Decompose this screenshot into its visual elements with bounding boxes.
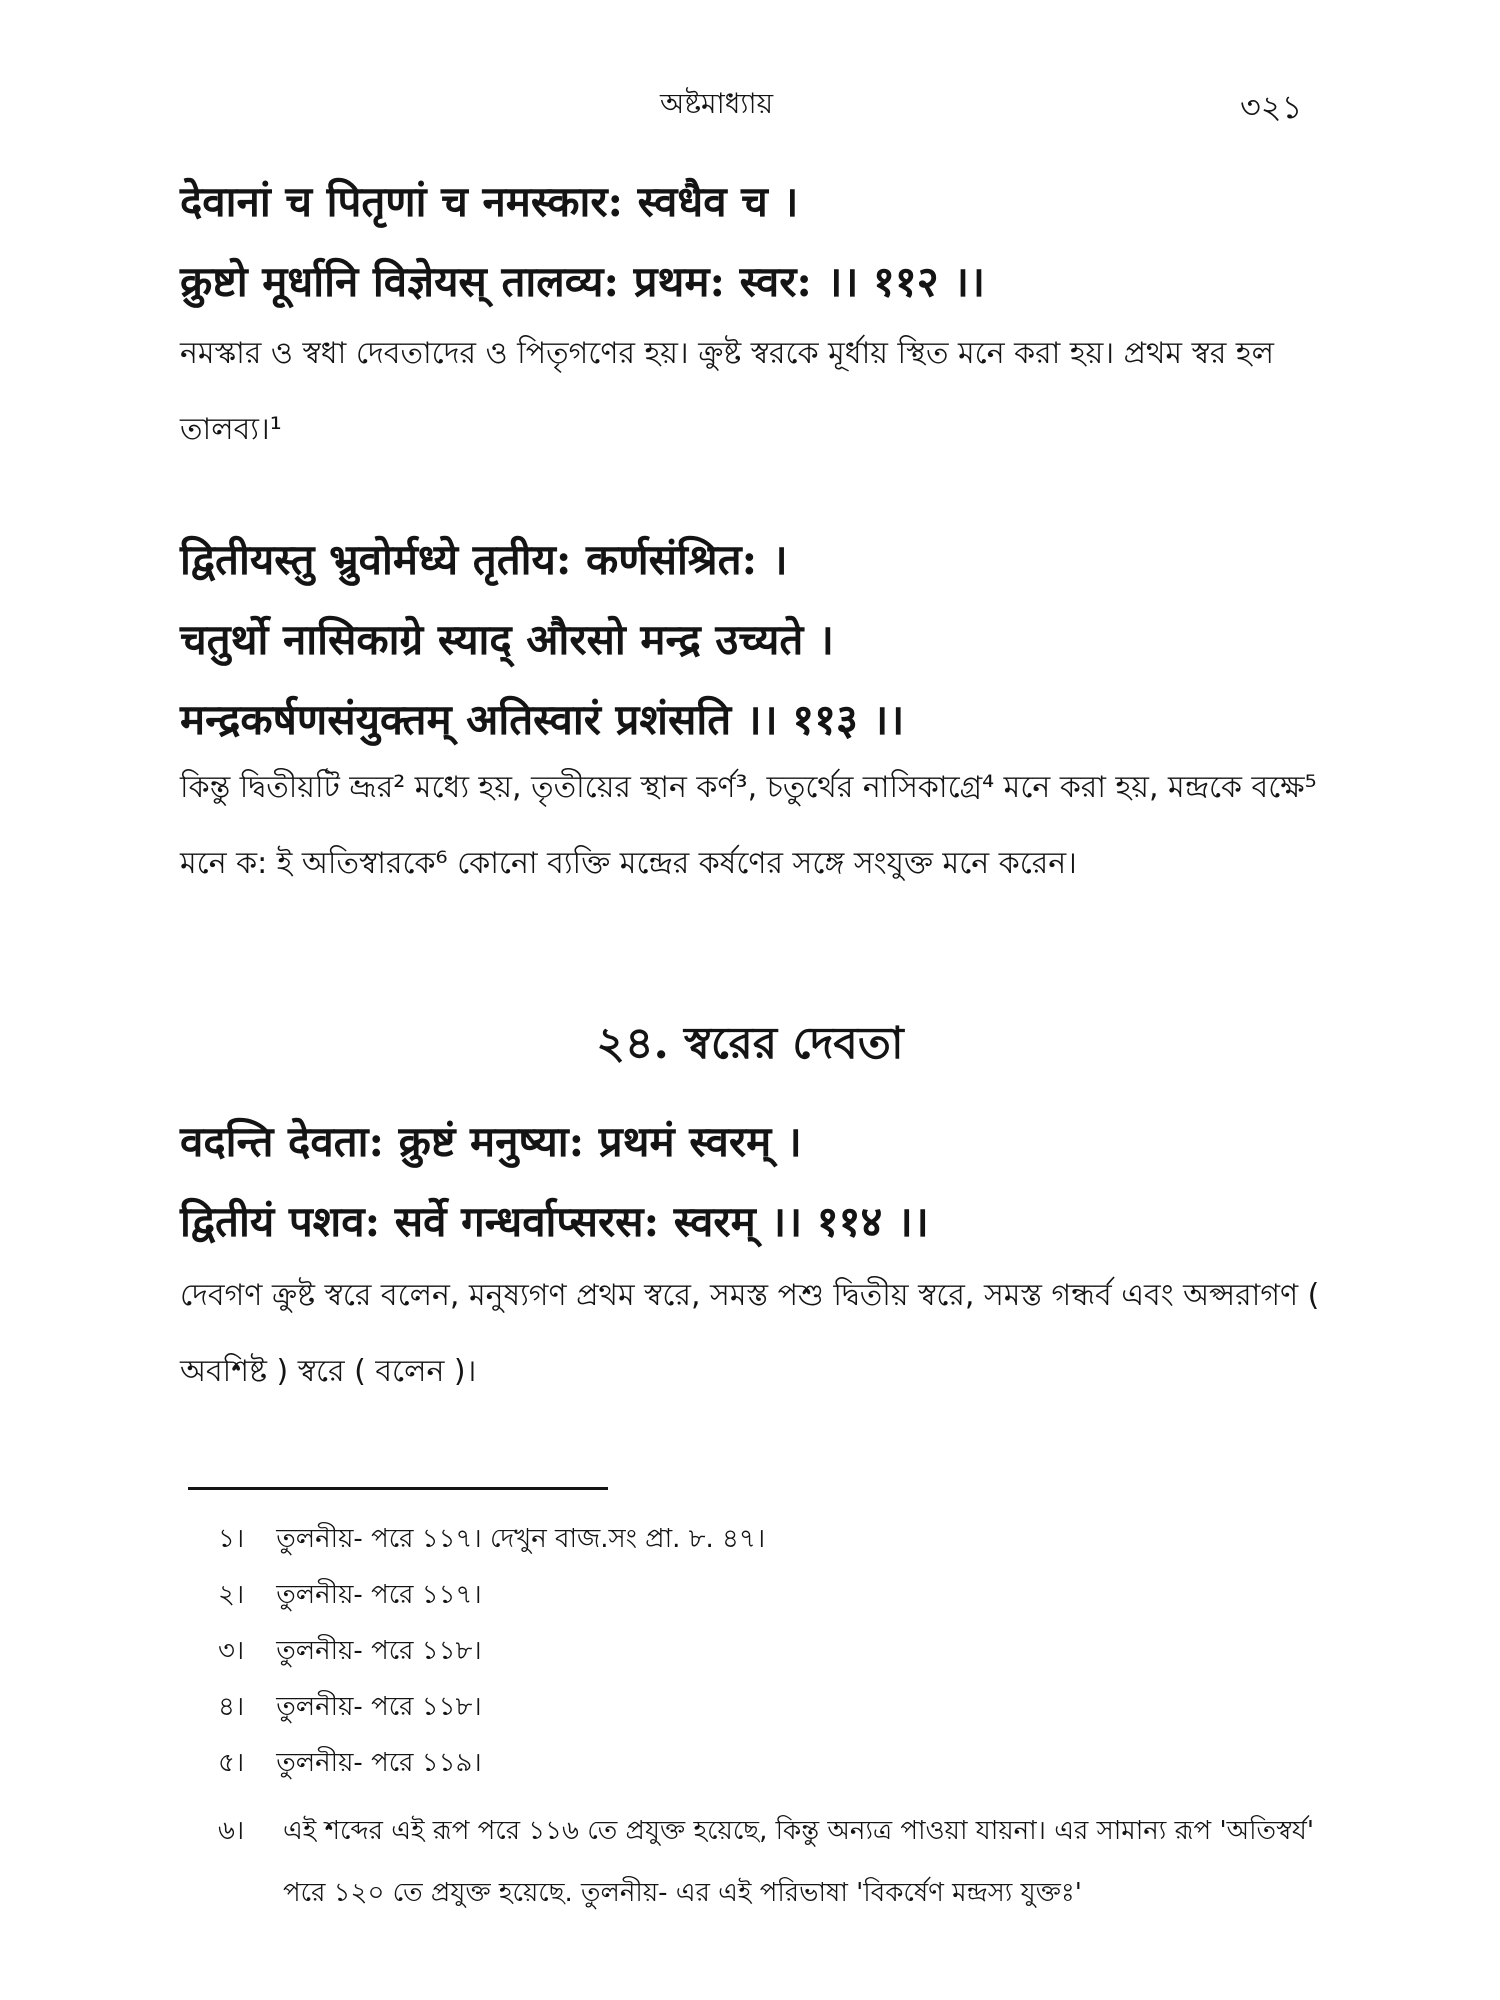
footnote-number: ২। <box>218 1580 245 1610</box>
footnote-number: ১। <box>218 1524 245 1554</box>
verse-line: वदन्ति देवता: क्रुष्टं मनुष्या: प्रथमं स्वरम् । <box>180 1117 802 1166</box>
footnote-number: ৩। <box>218 1636 245 1666</box>
translation-paragraph: দেবগণ ক্রুষ্ট স্বরে বলেন, মনুষ্যগণ প্রথম স্বরে, সমস্ত পশু দ্বিতীয় স্বরে, সমস্ত গন্ধর্ব এবং অপ্সরাগণ ( অবশিষ্ট ) স্বরে ( বলেন )। <box>180 1278 1320 1389</box>
verse-line: मन्द्रकर्षणसंयुक्तम् अतिस्वारं प्रशंसति ।। ११३ ।। <box>180 695 905 744</box>
verse-line: क्रुष्टो मूर्धानि विज्ञेयस् तालव्य: प्रथम: स्वर: ।। ११२ ।। <box>180 257 985 306</box>
footnote <box>218 1518 765 1562</box>
verse-line: द्वितीयस्तु भ्रुवोर्मध्ये तृतीय: कर्णसंश्रित: । <box>180 535 788 584</box>
footnote-text: তুলনীয়- পরে ১১৮। <box>276 1692 482 1722</box>
footnote-text: এই শব্দের এই রূপ পরে ১১৬ তে প্রযুক্ত হয়েছে, কিন্তু অন্যত্র পাওয়া যায়না। এর সামান্য রূপ 'অতিস্বর্য' পরে ১২০ তে প্রযুক্ত হয়েছে. তুলনীয়- এর এই পরিভাষা 'বিকর্ষেণ মন্দ্রস্য যুক্তঃ' <box>283 1816 1315 1908</box>
footnote <box>218 1630 482 1674</box>
footnote <box>218 1574 482 1618</box>
footnote <box>218 1800 1348 1924</box>
page-header <box>0 82 1500 132</box>
verse-line: चतुर्थो नासिकाग्रे स्याद् औरसो मन्द्र उच्यते । <box>180 615 834 664</box>
footnote-text: তুলনীয়- পরে ১১৭। <box>276 1580 482 1610</box>
footnote-text: তুলনীয়- পরে ১১৭। দেখুন বাজ.সং প্রা. ৮. ৪৭। <box>276 1524 766 1554</box>
footnote-divider <box>188 1487 608 1490</box>
footnote <box>218 1686 482 1730</box>
footnote-number: ৫। <box>218 1748 245 1778</box>
footnote-number: ৪। <box>218 1692 245 1722</box>
translation-paragraph: কিন্তু দ্বিতীয়টি ভ্রূর² মধ্যে হয়, তৃতীয়ের স্থান কর্ণ³, চতুর্থের নাসিকাগ্রে⁴ মনে করা হয়, মন্দ্রকে বক্ষে⁵ মনে ক: ই অতিস্বারকে⁶ কোনো ব্যক্তি মন্দ্রের কর্ষণের সঙ্গে সংযুক্ত মনে করেন। <box>180 770 1317 881</box>
running-title: অষ্টমাধ্যায় <box>660 87 774 120</box>
footnote <box>218 1742 482 1786</box>
footnote-text: তুলনীয়- পরে ১১৮। <box>276 1636 482 1666</box>
section-heading: ২৪. স্বরের দেবতা <box>596 1018 904 1069</box>
translation-paragraph: নমস্কার ও স্বধা দেবতাদের ও পিতৃগণের হয়। ক্রুষ্ট স্বরকে মূর্ধায় স্থিত মনে করা হয়। প্রথম স্বর হল তালব্য।¹ <box>180 336 1275 447</box>
page-number: ৩২১ <box>1240 88 1303 126</box>
verse-line: देवानां च पितृणां च नमस्कार: स्वधैव च । <box>180 177 799 226</box>
footnote-number: ৬। <box>218 1816 245 1846</box>
verse-line: द्वितीयं पशव: सर्वे गन्धर्वाप्सरस: स्वरम् ।। ११४ ।। <box>180 1197 929 1246</box>
footnote-text: তুলনীয়- পরে ১১৯। <box>276 1748 482 1778</box>
